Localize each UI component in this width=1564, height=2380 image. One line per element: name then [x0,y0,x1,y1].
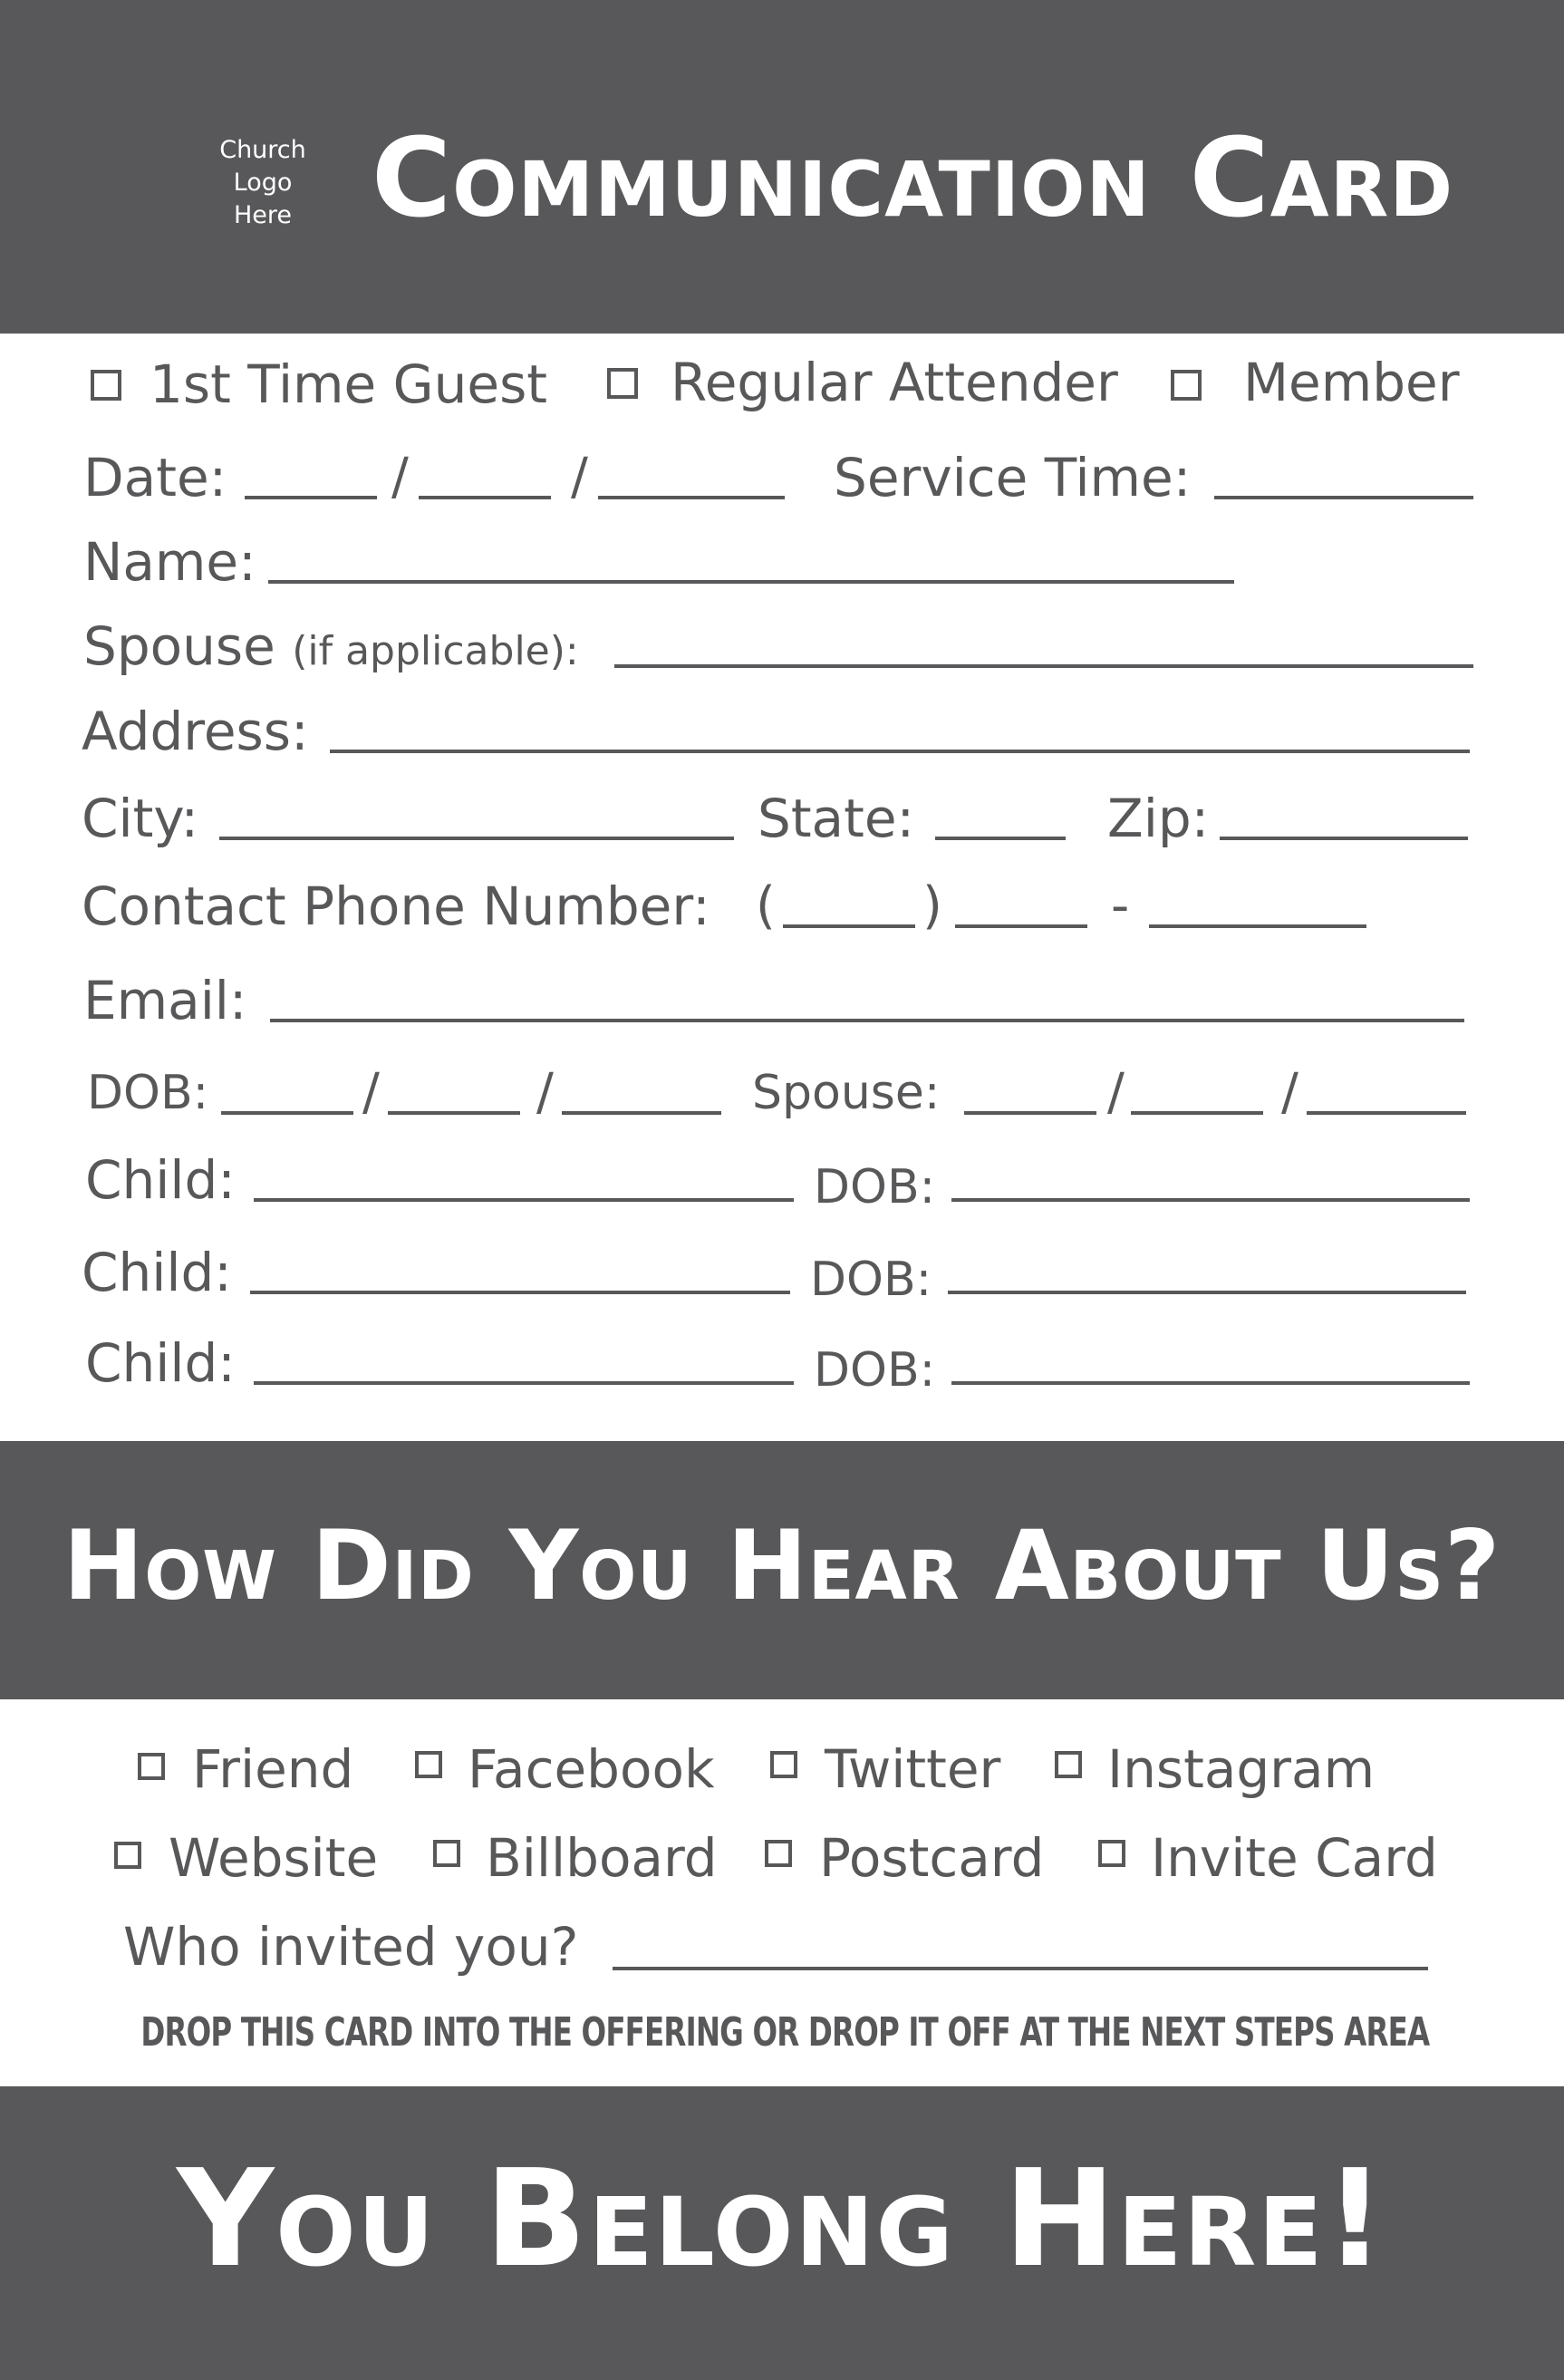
first-time-checkbox[interactable] [91,370,121,401]
you-belong-here-title: You Belong Here! [177,2141,1387,2297]
postcard-checkbox[interactable] [765,1840,792,1867]
spouse-paren-text: (if applicable): [292,628,579,674]
postcard-label: Postcard [819,1827,1045,1889]
child-row-3 [0,1327,1564,1399]
logo-line-1: Church [219,136,306,164]
city-field[interactable] [219,837,734,840]
city-label: City: [82,788,198,849]
spouse-dob-month-field[interactable] [964,1111,1096,1115]
dob-slash-2: / [536,1063,554,1122]
date-row [0,441,1564,514]
first-time-label: 1st Time Guest [150,353,548,415]
phone-line-field[interactable] [1149,924,1366,928]
service-time-field[interactable] [1214,496,1473,499]
who-invited-label: Who invited you? [123,1916,579,1978]
spouse-label-text: Spouse [83,615,275,677]
child-dob-label: DOB: [814,1343,936,1398]
phone-paren-open: ( [756,876,776,935]
dob-month-field[interactable] [221,1111,353,1115]
zip-field[interactable] [1220,837,1468,840]
logo-line-2: Logo [233,169,293,197]
email-field[interactable] [270,1019,1464,1022]
dob-year-field[interactable] [562,1111,721,1115]
regular-attender-checkbox[interactable] [607,368,638,399]
address-field[interactable] [330,750,1470,753]
member-checkbox[interactable] [1171,370,1202,401]
sources-row-1 [0,1733,1564,1805]
phone-row [0,870,1564,943]
name-field[interactable] [268,580,1234,584]
phone-area-code-field[interactable] [783,924,915,928]
child-label: Child: [82,1242,232,1303]
attendance-row [0,348,1564,421]
date-year-field[interactable] [598,496,785,499]
billboard-checkbox[interactable] [433,1840,460,1867]
phone-prefix-field[interactable] [955,924,1087,928]
dob-row [0,1057,1564,1129]
dob-label: DOB: [87,1066,209,1120]
instagram-label: Instagram [1107,1738,1376,1800]
address-label: Address: [82,701,309,762]
address-row [0,695,1564,768]
spouse-dob-day-field[interactable] [1131,1111,1263,1115]
email-label: Email: [83,970,247,1031]
name-label: Name: [83,531,256,593]
spouse-dob-slash-1: / [1107,1063,1125,1122]
spouse-field[interactable] [614,664,1473,668]
child-dob-label: DOB: [814,1160,936,1214]
spouse-row [0,610,1564,682]
date-month-field[interactable] [245,496,377,499]
email-row [0,964,1564,1037]
date-slash-1: / [391,448,409,507]
who-invited-row [0,1911,1564,1983]
state-field[interactable] [935,837,1066,840]
child-name-field[interactable] [254,1198,794,1202]
invite-card-label: Invite Card [1151,1827,1438,1889]
phone-paren-close: ) [922,876,942,935]
child-row-1 [0,1144,1564,1216]
drop-card-instruction: DROP THIS CARD INTO THE OFFERING OR DROP IT OFF AT THE NEXT STEPS AREA [140,2009,1430,2056]
child-name-field[interactable] [254,1381,794,1385]
child-name-field[interactable] [250,1291,790,1294]
dob-slash-1: / [362,1063,380,1122]
name-row [0,526,1564,598]
how-did-you-hear-title: How Did You Hear About Us? [63,1510,1501,1621]
logo-placeholder [195,134,331,232]
friend-label: Friend [192,1738,354,1800]
member-label: Member [1243,352,1460,413]
website-label: Website [169,1827,379,1889]
logo-line-3: Here [233,201,293,229]
spouse-dob-label: Spouse: [752,1066,941,1120]
child-label: Child: [85,1332,236,1394]
spouse-label [83,610,579,688]
service-time-label: Service Time: [834,447,1192,508]
date-day-field[interactable] [419,496,551,499]
child-dob-field[interactable] [951,1381,1470,1385]
billboard-label: Billboard [486,1827,718,1889]
date-slash-2: / [571,448,588,507]
regular-attender-label: Regular Attender [671,352,1118,413]
child-label: Child: [85,1149,236,1211]
dob-day-field[interactable] [388,1111,520,1115]
facebook-checkbox[interactable] [415,1751,442,1778]
child-dob-label: DOB: [810,1253,932,1307]
child-dob-field[interactable] [948,1291,1466,1294]
facebook-label: Facebook [468,1738,715,1800]
invite-card-checkbox[interactable] [1098,1840,1125,1867]
city-row [0,782,1564,855]
friend-checkbox[interactable] [138,1753,165,1780]
phone-dash: - [1111,876,1130,935]
state-label: State: [758,788,915,849]
who-invited-field[interactable] [613,1967,1428,1970]
spouse-dob-year-field[interactable] [1307,1111,1466,1115]
twitter-checkbox[interactable] [770,1751,797,1778]
sources-row-2 [0,1822,1564,1894]
child-dob-field[interactable] [951,1198,1470,1202]
card-title: Communication Card [372,116,1454,242]
header-band [0,0,1564,334]
spouse-dob-slash-2: / [1281,1063,1299,1122]
instagram-checkbox[interactable] [1055,1751,1082,1778]
child-row-2 [0,1236,1564,1309]
date-label: Date: [83,447,227,508]
phone-label: Contact Phone Number: [82,876,710,937]
zip-label: Zip: [1107,788,1210,849]
twitter-label: Twitter [825,1738,1001,1800]
website-checkbox[interactable] [114,1842,141,1869]
